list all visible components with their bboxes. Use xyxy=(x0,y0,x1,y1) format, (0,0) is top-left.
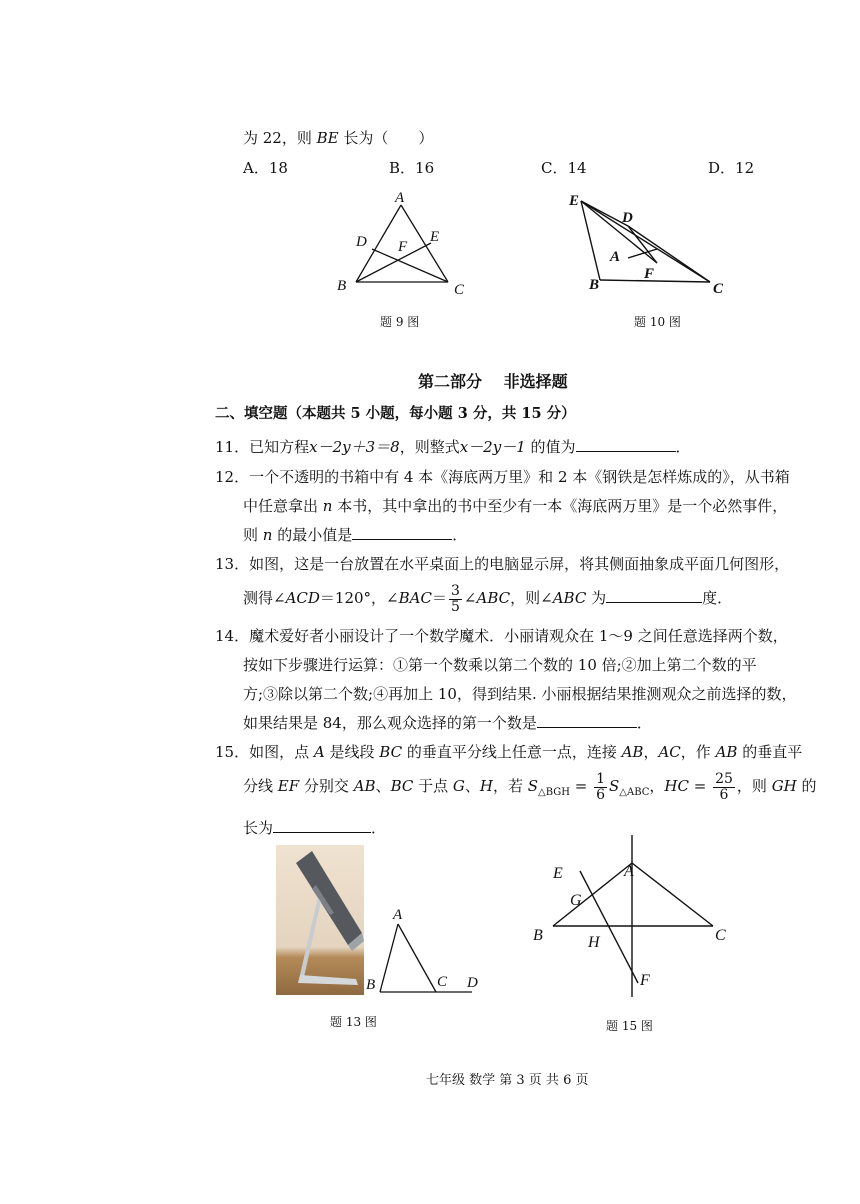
fig13-monitor-photo xyxy=(276,845,364,995)
fig15-label-f: F xyxy=(640,972,650,989)
q14-line1: 14．魔术爱好者小丽设计了一个数学魔术．小丽请观众在 1～9 之间任意选择两个数， xyxy=(215,627,788,645)
q12-line1: 12．一个不透明的书箱中有 4 本《海底两万里》和 2 本《钢铁是怎样炼成的》，从书箱 xyxy=(215,468,790,486)
q14-line3: 方;③除以第二个数;④再加上 10，得到结果. 小丽根据结果推测观众之前选择的数， xyxy=(243,685,797,703)
q15-fraction-2: $\frac{25}{6}$ xyxy=(715,770,733,803)
q15-line3: 长为 ． xyxy=(243,819,387,837)
q11-answer-blank[interactable] xyxy=(576,436,676,452)
q13-line2: 测得∠ACD＝120°，∠BAC＝ $\frac{3}{5}$ ∠ABC，则∠ABC 为 度． xyxy=(243,582,733,615)
figure-10 xyxy=(560,185,740,305)
monitor-illustration xyxy=(276,845,364,995)
fig15-label-a: A xyxy=(624,863,634,880)
q10-option-d: D．12 xyxy=(708,159,755,177)
q10-stem-tail xyxy=(243,127,433,149)
fig15-label-g: G xyxy=(570,892,582,909)
q14-line2: 按如下步骤进行运算：①第一个数乘以第二个数的 10 倍;②加上第二个数的平 xyxy=(243,656,757,674)
fig10-label-a: A xyxy=(610,249,621,265)
section2-heading: 二、填空题（本题共 5 小题，每小题 3 分，共 15 分） xyxy=(215,405,576,422)
q11: 11．已知方程x－2y＋3＝8，则整式x－2y－1 的值为 ． xyxy=(215,438,691,456)
fig9-label-e: E xyxy=(430,229,440,245)
fig9-label-a: A xyxy=(395,190,405,206)
part2-title: 第二部分 非选择题 xyxy=(418,372,568,391)
page-footer: 七年级 数学 第 3 页 共 6 页 xyxy=(426,1073,589,1088)
fig13-caption: 题 13 图 xyxy=(330,1015,377,1029)
fig13-label-a: A xyxy=(393,907,403,923)
q10-stem-var: BE xyxy=(316,129,339,147)
q12-line2: 中任意拿出 n 本书，其中拿出的书中至少有一本《海底两万里》是一个必然事件， xyxy=(243,497,788,515)
fig13-label-d: D xyxy=(467,975,478,991)
q10-option-b: B．16 xyxy=(389,159,435,177)
fig13-label-b: B xyxy=(366,977,376,993)
fig15-label-e: E xyxy=(553,865,563,882)
figure-9 xyxy=(320,185,480,305)
fig10-caption: 题 10 图 xyxy=(634,315,681,329)
fig10-label-d: D xyxy=(622,210,633,226)
fig15-caption: 题 15 图 xyxy=(606,1019,653,1033)
fig9-label-d: D xyxy=(356,234,367,250)
fig9-caption: 题 9 图 xyxy=(380,315,420,329)
q13-line1: 13．如图，这是一台放置在水平桌面上的电脑显示屏，将其侧面抽象成平面几何图形， xyxy=(215,555,790,573)
fig15-label-b: B xyxy=(533,927,543,944)
q15-answer-blank[interactable] xyxy=(273,817,371,833)
fig10-label-b: B xyxy=(589,277,600,293)
q12-answer-blank[interactable] xyxy=(352,524,452,540)
fig9-label-c: C xyxy=(454,282,465,298)
fig10-label-c: C xyxy=(713,281,724,297)
q15-line1: 15．如图，点 A 是线段 BC 的垂直平分线上任意一点，连接 AB，AC，作 AB 的垂直平 xyxy=(215,743,803,761)
fig10-label-e: E xyxy=(569,193,580,209)
q10-option-c: C．14 xyxy=(541,159,587,177)
q10-stem-post: 长为（ ） xyxy=(338,129,434,147)
q12-line3: 则 n 的最小值是 ． xyxy=(243,526,468,544)
figure-13-diagram xyxy=(360,900,490,1000)
q14-answer-blank[interactable] xyxy=(537,712,637,728)
q13-answer-blank[interactable] xyxy=(606,587,702,603)
fig13-label-c: C xyxy=(437,974,448,990)
fig9-label-b: B xyxy=(337,278,347,294)
figure-15 xyxy=(520,825,740,1005)
q10-stem-pre: 为 22，则 xyxy=(243,129,317,147)
q15-line2: 分线 EF 分别交 AB、BC 于点 G、H，若 $S_{\triangle BGH}$ = $\frac{1}{6}$ $S_{\triangle ABC}$，HC = $\frac{25}{6}$ ，则 GH 的 xyxy=(243,770,817,803)
q10-option-a: A．18 xyxy=(243,159,288,177)
q14-line4: 如果结果是 84，那么观众选择的第一个数是 ． xyxy=(243,714,652,732)
fig15-label-h: H xyxy=(588,934,600,951)
fig9-label-f: F xyxy=(398,239,408,255)
fig10-label-f: F xyxy=(644,266,655,282)
q15-fraction-1: $\frac{1}{6}$ xyxy=(596,770,606,803)
fig15-label-c: C xyxy=(715,927,726,944)
q13-fraction: $\frac{3}{5}$ xyxy=(450,582,460,615)
